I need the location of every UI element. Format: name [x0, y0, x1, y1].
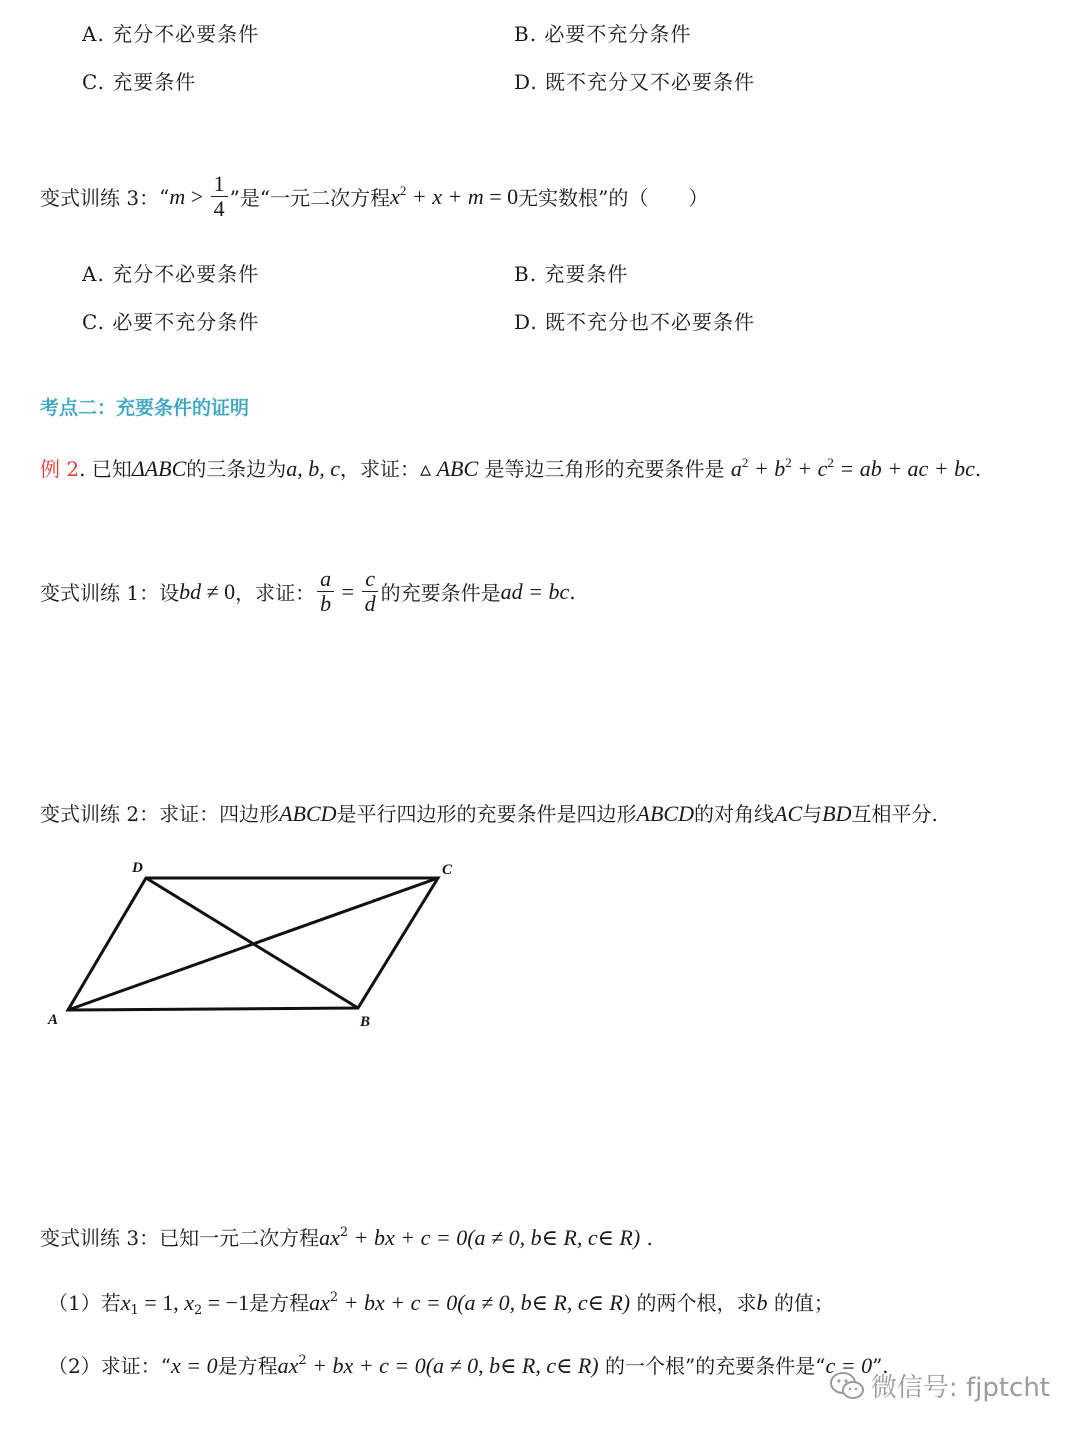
- wechat-icon: [829, 1371, 865, 1401]
- fraction-c-d: [362, 567, 379, 616]
- math-equals: =: [336, 578, 360, 604]
- question-text: 的对角线: [694, 802, 774, 826]
- period: .: [974, 457, 982, 481]
- question-suffix: 无实数根”的（ ）: [518, 186, 709, 210]
- fraction-numerator: c: [362, 567, 378, 592]
- math-ax: ax: [319, 1225, 340, 1250]
- section-heading: 考点二：充要条件的证明: [40, 397, 250, 419]
- variant1: [40, 567, 576, 616]
- math-a: a: [730, 456, 742, 481]
- vertex-label-a: A: [48, 1012, 59, 1028]
- math-abcd: ABCD: [279, 801, 337, 826]
- math-exponent: 2: [827, 455, 834, 470]
- math-sides: a, b, c: [286, 456, 341, 481]
- math-c: + c: [791, 456, 828, 481]
- diagonal-bd: [146, 878, 358, 1008]
- math-ax: ax: [309, 1290, 330, 1315]
- example-text: 是等边三角形的充要条件是: [484, 457, 725, 481]
- question-prefix: 变式训练 2：求证：四边形: [40, 802, 280, 826]
- part-text: 是方程: [249, 1291, 310, 1315]
- math-subscript: 2: [193, 1303, 203, 1318]
- question-text: 的充要条件是: [380, 581, 501, 605]
- option-label: D.: [514, 310, 538, 334]
- math-rest: + x + m: [406, 184, 484, 209]
- question-text: ，求证：: [235, 581, 316, 605]
- math-equation-rest: + bx + c = 0(a ≠ 0, b∈ R, c∈ R): [306, 1353, 599, 1378]
- fraction-denominator: 4: [213, 196, 225, 221]
- part-text: 的一个根”的充要条件是“: [605, 1354, 826, 1378]
- quote-open: “: [159, 184, 170, 209]
- option-label: A.: [82, 262, 105, 286]
- equation: [390, 183, 518, 210]
- watermark: [829, 1367, 1050, 1404]
- math-ac: AC: [774, 801, 803, 826]
- math-exponent: 2: [741, 455, 749, 470]
- math-ad-bc: ad = bc: [500, 578, 570, 604]
- option-b: [514, 258, 628, 287]
- math-subscript: 1: [130, 1303, 139, 1318]
- math-exponent: 2: [785, 455, 792, 470]
- part-text: 是方程: [217, 1354, 278, 1378]
- math-abcd: ABCD: [636, 801, 694, 826]
- question-prefix: 变式训练 3：: [40, 186, 160, 210]
- option-text: 充要条件: [112, 70, 197, 94]
- question-text: 互相平分.: [851, 802, 938, 826]
- math-exponent: 2: [339, 1225, 349, 1240]
- variant2: [40, 798, 938, 827]
- vertex-label-d: D: [132, 860, 143, 876]
- math-triangle: ▵ ABC: [420, 456, 479, 481]
- math-b: b: [756, 1290, 768, 1315]
- math-equation: [731, 456, 975, 481]
- watermark-text: 微信号: fjptcht: [870, 1373, 1050, 1403]
- option-a: [82, 18, 259, 47]
- vertex-label-c: C: [442, 862, 453, 878]
- math-tail: = 0: [483, 184, 519, 209]
- math-b: + b: [748, 456, 786, 481]
- example-text: . 已知: [79, 457, 132, 481]
- math-x: x: [390, 184, 400, 209]
- fraction-one-quarter: [211, 172, 228, 221]
- variant3b: [40, 1222, 653, 1251]
- option-text: 必要不充分条件: [112, 310, 260, 334]
- math-rhs: = ab + ac + bc: [833, 456, 975, 481]
- option-label: D.: [514, 70, 538, 94]
- example-label: 例 2: [40, 457, 80, 481]
- part-text: 的两个根，求: [636, 1291, 757, 1315]
- option-text: 充分不必要条件: [112, 22, 260, 46]
- part-text: 的值；: [773, 1291, 834, 1315]
- option-text: 既不充分也不必要条件: [545, 310, 756, 334]
- option-text: 充分不必要条件: [112, 262, 260, 286]
- variant3b-part2: [48, 1350, 889, 1379]
- variant3b-part1: [48, 1287, 834, 1318]
- period: .: [569, 579, 576, 604]
- math-exponent: 2: [329, 1290, 339, 1305]
- option-b: [514, 18, 691, 47]
- question-prefix: 变式训练 1：设: [40, 581, 180, 605]
- math-equation-rest: + bx + c = 0(a ≠ 0, b∈ R, c∈ R): [338, 1290, 631, 1315]
- part-label: （1）若: [48, 1291, 121, 1315]
- question-mid-text: ”是“一元二次方程: [229, 186, 391, 210]
- part-text: ”.: [872, 1354, 889, 1378]
- math-value: = 1,: [138, 1290, 185, 1315]
- math-triangle: ΔABC: [131, 456, 187, 481]
- period: .: [646, 1226, 653, 1250]
- math-value: = −1: [202, 1290, 250, 1315]
- question-text: 与: [802, 802, 823, 826]
- variant3a-question: [40, 172, 708, 221]
- math-op: >: [185, 183, 209, 209]
- example-text: ，求证：: [340, 457, 421, 481]
- example2: [40, 453, 981, 482]
- option-c: [82, 66, 196, 95]
- math-equation-rest: + bx + c = 0(a ≠ 0, b∈ R, c∈ R): [348, 1225, 641, 1250]
- math-bd: BD: [822, 801, 852, 826]
- math-bd: bd: [179, 578, 202, 604]
- option-label: C.: [82, 310, 105, 334]
- math-exponent: 2: [298, 1353, 307, 1368]
- fraction-denominator: b: [320, 591, 332, 616]
- parallelogram-figure: [40, 850, 480, 1040]
- math-exponent: 2: [399, 183, 407, 198]
- fraction-numerator: a: [317, 567, 334, 592]
- math-neq: ≠ 0: [201, 578, 236, 604]
- math-c-zero: c = 0: [825, 1353, 873, 1378]
- option-a: [82, 258, 259, 287]
- option-text: 充要条件: [544, 262, 629, 286]
- option-label: C.: [82, 70, 105, 94]
- math-x1: x: [120, 1290, 131, 1315]
- option-label: B.: [514, 22, 538, 46]
- math-x2: x: [184, 1290, 194, 1315]
- part-label: （2）求证：“: [48, 1354, 171, 1378]
- option-text: 既不充分又不必要条件: [545, 70, 756, 94]
- math-var: m: [169, 183, 186, 209]
- option-label: A.: [82, 22, 105, 46]
- option-d: [514, 306, 755, 335]
- question-prefix: 变式训练 3：已知一元二次方程: [40, 1226, 320, 1250]
- example-text: 的三条边为: [186, 457, 287, 481]
- vertex-label-b: B: [360, 1014, 371, 1030]
- option-text: 必要不充分条件: [544, 22, 692, 46]
- option-c: [82, 306, 259, 335]
- fraction-a-b: [317, 567, 334, 616]
- math-ax: ax: [277, 1353, 299, 1378]
- question-text: 是平行四边形的充要条件是四边形: [336, 802, 637, 826]
- math-x-zero: x = 0: [170, 1353, 218, 1378]
- fraction-denominator: d: [364, 591, 376, 616]
- option-label: B.: [514, 262, 538, 286]
- option-d: [514, 66, 755, 95]
- fraction-numerator: 1: [211, 172, 228, 197]
